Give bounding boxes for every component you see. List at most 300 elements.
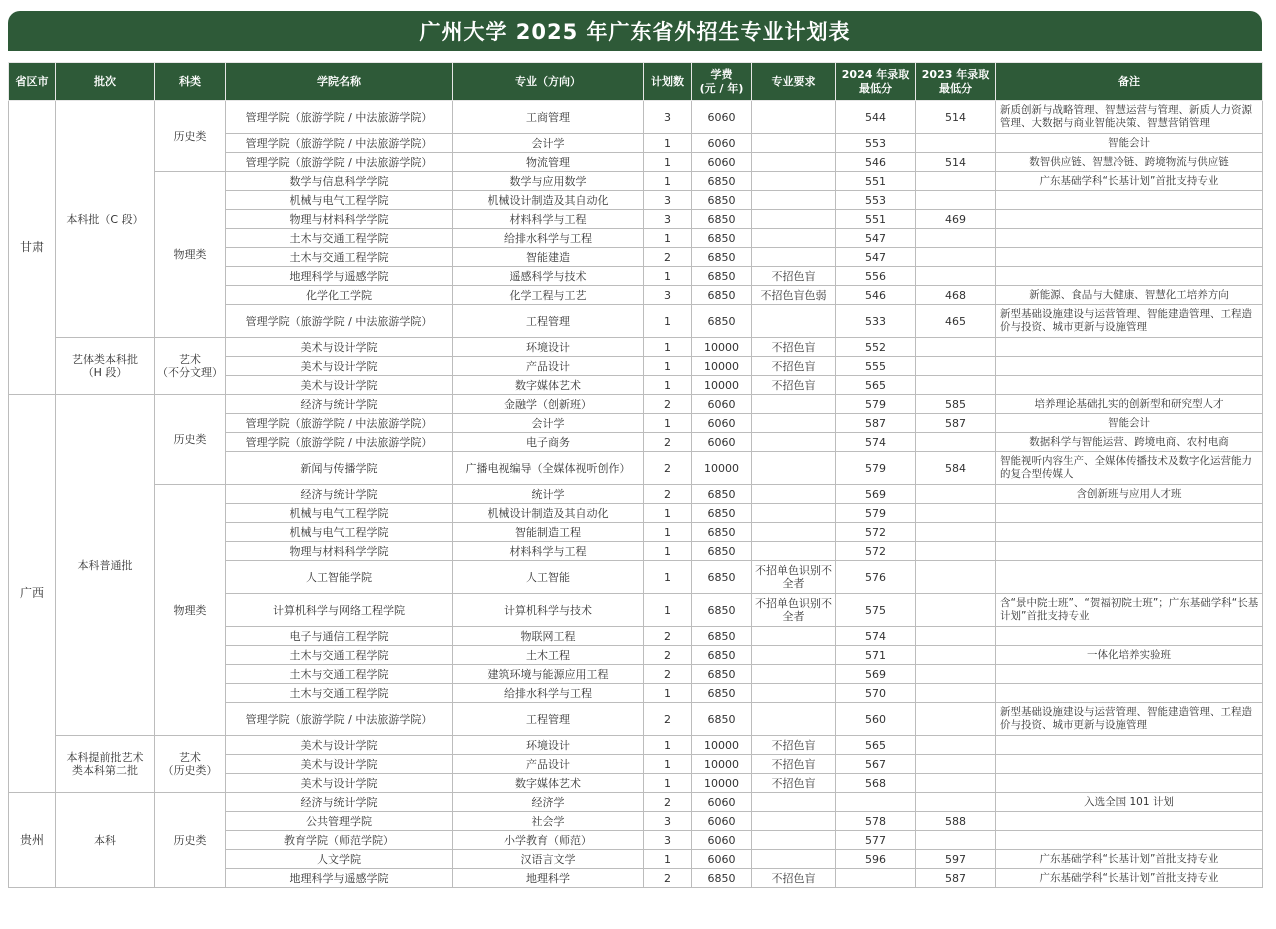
- plan-count-cell: 1: [644, 755, 692, 774]
- requirement-cell: 不招色盲: [752, 774, 836, 793]
- major-cell: 社会学: [453, 812, 644, 831]
- tuition-cell: 6850: [692, 561, 752, 594]
- remark-cell: [996, 755, 1263, 774]
- requirement-cell: [752, 850, 836, 869]
- table-row: [9, 338, 1263, 357]
- requirement-cell: [752, 101, 836, 134]
- major-cell: 智能建造: [453, 248, 644, 267]
- major-cell: 统计学: [453, 485, 644, 504]
- college-cell: 管理学院（旅游学院 / 中法旅游学院）: [226, 305, 453, 338]
- score-2024-cell: 567: [836, 755, 916, 774]
- province-cell: 甘肃: [9, 101, 56, 395]
- remark-cell: [996, 229, 1263, 248]
- requirement-cell: [752, 395, 836, 414]
- score-2024-cell: 570: [836, 684, 916, 703]
- score-2024-cell: 568: [836, 774, 916, 793]
- major-cell: 环境设计: [453, 338, 644, 357]
- score-2024-cell: 579: [836, 452, 916, 485]
- score-2023-cell: [916, 267, 996, 286]
- requirement-cell: [752, 229, 836, 248]
- requirement-cell: [752, 191, 836, 210]
- score-2024-cell: 556: [836, 267, 916, 286]
- remark-cell: [996, 812, 1263, 831]
- tuition-cell: 10000: [692, 376, 752, 395]
- major-cell: 遥感科学与技术: [453, 267, 644, 286]
- category-cell: 物理类: [155, 485, 226, 736]
- tuition-cell: 6850: [692, 869, 752, 888]
- score-2024-cell: 565: [836, 736, 916, 755]
- score-2024-cell: 569: [836, 485, 916, 504]
- category-cell: 物理类: [155, 172, 226, 338]
- requirement-cell: [752, 433, 836, 452]
- tuition-cell: 6850: [692, 504, 752, 523]
- score-2023-cell: [916, 703, 996, 736]
- batch-cell: 本科提前批艺术 类本科第二批: [56, 736, 155, 793]
- col-header-fee: 学费 (元 / 年): [692, 63, 752, 101]
- plan-count-cell: 2: [644, 627, 692, 646]
- requirement-cell: 不招色盲: [752, 755, 836, 774]
- plan-count-cell: 1: [644, 134, 692, 153]
- requirement-cell: [752, 504, 836, 523]
- tuition-cell: 6850: [692, 542, 752, 561]
- college-cell: 人工智能学院: [226, 561, 453, 594]
- tuition-cell: 6850: [692, 172, 752, 191]
- col-header-province: 省区市: [9, 63, 56, 101]
- score-2023-cell: [916, 831, 996, 850]
- table-row: [9, 736, 1263, 755]
- score-2024-cell: 572: [836, 523, 916, 542]
- requirement-cell: 不招色盲: [752, 869, 836, 888]
- score-2023-cell: [916, 523, 996, 542]
- score-2024-cell: 553: [836, 191, 916, 210]
- tuition-cell: 10000: [692, 774, 752, 793]
- score-2023-cell: 587: [916, 414, 996, 433]
- score-2023-cell: [916, 338, 996, 357]
- score-2023-cell: [916, 248, 996, 267]
- score-2023-cell: [916, 736, 996, 755]
- score-2023-cell: 514: [916, 101, 996, 134]
- score-2023-cell: [916, 542, 996, 561]
- category-cell: 艺术 （历史类）: [155, 736, 226, 793]
- tuition-cell: 6060: [692, 153, 752, 172]
- score-2024-cell: 574: [836, 627, 916, 646]
- plan-count-cell: 1: [644, 229, 692, 248]
- requirement-cell: [752, 703, 836, 736]
- major-cell: 给排水科学与工程: [453, 229, 644, 248]
- college-cell: 机械与电气工程学院: [226, 523, 453, 542]
- batch-cell: 本科: [56, 793, 155, 888]
- college-cell: 地理科学与遥感学院: [226, 869, 453, 888]
- requirement-cell: 不招色盲色弱: [752, 286, 836, 305]
- major-cell: 给排水科学与工程: [453, 684, 644, 703]
- tuition-cell: 6060: [692, 831, 752, 850]
- remark-cell: 入选全国 101 计划: [996, 793, 1263, 812]
- plan-count-cell: 1: [644, 414, 692, 433]
- requirement-cell: [752, 684, 836, 703]
- requirement-cell: [752, 134, 836, 153]
- score-2023-cell: [916, 684, 996, 703]
- college-cell: 美术与设计学院: [226, 376, 453, 395]
- major-cell: 工程管理: [453, 703, 644, 736]
- college-cell: 物理与材料科学学院: [226, 542, 453, 561]
- requirement-cell: [752, 452, 836, 485]
- requirement-cell: [752, 542, 836, 561]
- remark-cell: 新型基础设施建设与运营管理、智能建造管理、工程造价与投资、城市更新与设施管理: [996, 305, 1263, 338]
- score-2024-cell: 576: [836, 561, 916, 594]
- requirement-cell: [752, 831, 836, 850]
- table-header-row: [9, 63, 1263, 101]
- remark-cell: 智能会计: [996, 134, 1263, 153]
- requirement-cell: 不招色盲: [752, 267, 836, 286]
- score-2023-cell: 584: [916, 452, 996, 485]
- major-cell: 数学与应用数学: [453, 172, 644, 191]
- plan-count-cell: 3: [644, 210, 692, 229]
- college-cell: 管理学院（旅游学院 / 中法旅游学院）: [226, 414, 453, 433]
- category-cell: 艺术 （不分文理）: [155, 338, 226, 395]
- college-cell: 管理学院（旅游学院 / 中法旅游学院）: [226, 134, 453, 153]
- major-cell: 环境设计: [453, 736, 644, 755]
- college-cell: 美术与设计学院: [226, 774, 453, 793]
- remark-cell: [996, 357, 1263, 376]
- tuition-cell: 10000: [692, 755, 752, 774]
- major-cell: 工程管理: [453, 305, 644, 338]
- college-cell: 管理学院（旅游学院 / 中法旅游学院）: [226, 703, 453, 736]
- plan-count-cell: 1: [644, 267, 692, 286]
- score-2024-cell: [836, 869, 916, 888]
- tuition-cell: 6850: [692, 523, 752, 542]
- tuition-cell: 10000: [692, 357, 752, 376]
- tuition-cell: 10000: [692, 736, 752, 755]
- college-cell: 物理与材料科学学院: [226, 210, 453, 229]
- score-2024-cell: 533: [836, 305, 916, 338]
- major-cell: 广播电视编导（全媒体视听创作）: [453, 452, 644, 485]
- score-2024-cell: 578: [836, 812, 916, 831]
- major-cell: 工商管理: [453, 101, 644, 134]
- college-cell: 数学与信息科学学院: [226, 172, 453, 191]
- remark-cell: [996, 504, 1263, 523]
- major-cell: 会计学: [453, 134, 644, 153]
- major-cell: 机械设计制造及其自动化: [453, 504, 644, 523]
- remark-cell: 广东基础学科“长基计划”首批支持专业: [996, 869, 1263, 888]
- score-2024-cell: 544: [836, 101, 916, 134]
- plan-count-cell: 2: [644, 485, 692, 504]
- remark-cell: [996, 684, 1263, 703]
- major-cell: 材料科学与工程: [453, 542, 644, 561]
- score-2023-cell: 514: [916, 153, 996, 172]
- remark-cell: 广东基础学科“长基计划”首批支持专业: [996, 850, 1263, 869]
- score-2024-cell: 577: [836, 831, 916, 850]
- plan-count-cell: 3: [644, 101, 692, 134]
- score-2023-cell: [916, 755, 996, 774]
- score-2023-cell: 588: [916, 812, 996, 831]
- requirement-cell: [752, 627, 836, 646]
- major-cell: 土木工程: [453, 646, 644, 665]
- major-cell: 智能制造工程: [453, 523, 644, 542]
- enrollment-plan-table: [8, 62, 1263, 888]
- requirement-cell: 不招色盲: [752, 736, 836, 755]
- category-cell: 历史类: [155, 395, 226, 485]
- page-title: 广州大学 2025 年广东省外招生专业计划表: [8, 11, 1262, 51]
- major-cell: 数字媒体艺术: [453, 376, 644, 395]
- col-header-score-2024: 2024 年录取 最低分: [836, 63, 916, 101]
- plan-count-cell: 1: [644, 523, 692, 542]
- plan-count-cell: 2: [644, 452, 692, 485]
- requirement-cell: [752, 210, 836, 229]
- province-cell: 贵州: [9, 793, 56, 888]
- college-cell: 化学化工学院: [226, 286, 453, 305]
- plan-count-cell: 1: [644, 774, 692, 793]
- score-2023-cell: [916, 229, 996, 248]
- tuition-cell: 6850: [692, 646, 752, 665]
- requirement-cell: [752, 665, 836, 684]
- score-2023-cell: [916, 376, 996, 395]
- tuition-cell: 6060: [692, 134, 752, 153]
- major-cell: 金融学（创新班）: [453, 395, 644, 414]
- major-cell: 经济学: [453, 793, 644, 812]
- remark-cell: [996, 561, 1263, 594]
- remark-cell: [996, 736, 1263, 755]
- score-2023-cell: 585: [916, 395, 996, 414]
- major-cell: 材料科学与工程: [453, 210, 644, 229]
- col-header-requirement: 专业要求: [752, 63, 836, 101]
- tuition-cell: 6060: [692, 395, 752, 414]
- score-2024-cell: [836, 793, 916, 812]
- tuition-cell: 6850: [692, 286, 752, 305]
- college-cell: 机械与电气工程学院: [226, 504, 453, 523]
- college-cell: 土木与交通工程学院: [226, 684, 453, 703]
- score-2023-cell: 465: [916, 305, 996, 338]
- requirement-cell: 不招色盲: [752, 338, 836, 357]
- remark-cell: [996, 210, 1263, 229]
- plan-count-cell: 1: [644, 305, 692, 338]
- score-2024-cell: 574: [836, 433, 916, 452]
- plan-count-cell: 1: [644, 338, 692, 357]
- college-cell: 管理学院（旅游学院 / 中法旅游学院）: [226, 153, 453, 172]
- college-cell: 管理学院（旅游学院 / 中法旅游学院）: [226, 101, 453, 134]
- remark-cell: [996, 248, 1263, 267]
- tuition-cell: 6850: [692, 210, 752, 229]
- tuition-cell: 6060: [692, 850, 752, 869]
- tuition-cell: 6850: [692, 267, 752, 286]
- table-row: [9, 395, 1263, 414]
- score-2023-cell: 587: [916, 869, 996, 888]
- plan-count-cell: 2: [644, 433, 692, 452]
- tuition-cell: 6850: [692, 594, 752, 627]
- major-cell: 产品设计: [453, 755, 644, 774]
- table-row: [9, 101, 1263, 134]
- college-cell: 美术与设计学院: [226, 357, 453, 376]
- score-2024-cell: 569: [836, 665, 916, 684]
- tuition-cell: 10000: [692, 452, 752, 485]
- tuition-cell: 6060: [692, 414, 752, 433]
- col-header-category: 科类: [155, 63, 226, 101]
- remark-cell: 培养理论基础扎实的创新型和研究型人才: [996, 395, 1263, 414]
- plan-count-cell: 2: [644, 869, 692, 888]
- college-cell: 计算机科学与网络工程学院: [226, 594, 453, 627]
- batch-cell: 本科批（C 段）: [56, 101, 155, 338]
- remark-cell: [996, 627, 1263, 646]
- requirement-cell: [752, 305, 836, 338]
- plan-count-cell: 2: [644, 646, 692, 665]
- score-2023-cell: [916, 594, 996, 627]
- requirement-cell: 不招单色识别不全者: [752, 594, 836, 627]
- major-cell: 汉语言文学: [453, 850, 644, 869]
- remark-cell: [996, 774, 1263, 793]
- major-cell: 产品设计: [453, 357, 644, 376]
- batch-cell: 本科普通批: [56, 395, 155, 736]
- plan-count-cell: 2: [644, 248, 692, 267]
- col-header-college: 学院名称: [226, 63, 453, 101]
- score-2024-cell: 572: [836, 542, 916, 561]
- tuition-cell: 6060: [692, 793, 752, 812]
- major-cell: 计算机科学与技术: [453, 594, 644, 627]
- score-2023-cell: 468: [916, 286, 996, 305]
- plan-count-cell: 1: [644, 504, 692, 523]
- score-2024-cell: 579: [836, 395, 916, 414]
- score-2023-cell: [916, 191, 996, 210]
- score-2023-cell: 597: [916, 850, 996, 869]
- requirement-cell: [752, 153, 836, 172]
- remark-cell: 智能会计: [996, 414, 1263, 433]
- college-cell: 美术与设计学院: [226, 755, 453, 774]
- score-2023-cell: [916, 627, 996, 646]
- major-cell: 数字媒体艺术: [453, 774, 644, 793]
- college-cell: 美术与设计学院: [226, 338, 453, 357]
- tuition-cell: 10000: [692, 338, 752, 357]
- plan-count-cell: 1: [644, 542, 692, 561]
- requirement-cell: [752, 172, 836, 191]
- college-cell: 新闻与传播学院: [226, 452, 453, 485]
- tuition-cell: 6850: [692, 703, 752, 736]
- score-2024-cell: 575: [836, 594, 916, 627]
- college-cell: 土木与交通工程学院: [226, 646, 453, 665]
- requirement-cell: [752, 485, 836, 504]
- plan-count-cell: 1: [644, 850, 692, 869]
- remark-cell: [996, 523, 1263, 542]
- remark-cell: 含“景中院士班”、“贺福初院士班”；广东基础学科“长基计划”首批支持专业: [996, 594, 1263, 627]
- major-cell: 会计学: [453, 414, 644, 433]
- score-2023-cell: [916, 646, 996, 665]
- score-2023-cell: [916, 433, 996, 452]
- college-cell: 地理科学与遥感学院: [226, 267, 453, 286]
- tuition-cell: 6850: [692, 305, 752, 338]
- college-cell: 土木与交通工程学院: [226, 248, 453, 267]
- plan-count-cell: 2: [644, 793, 692, 812]
- table-row: [9, 793, 1263, 812]
- college-cell: 美术与设计学院: [226, 736, 453, 755]
- score-2024-cell: 551: [836, 172, 916, 191]
- plan-count-cell: 1: [644, 561, 692, 594]
- score-2023-cell: [916, 504, 996, 523]
- tuition-cell: 6850: [692, 665, 752, 684]
- col-header-batch: 批次: [56, 63, 155, 101]
- score-2023-cell: [916, 793, 996, 812]
- score-2024-cell: 579: [836, 504, 916, 523]
- tuition-cell: 6850: [692, 229, 752, 248]
- score-2023-cell: [916, 485, 996, 504]
- col-header-remark: 备注: [996, 63, 1263, 101]
- college-cell: 人文学院: [226, 850, 453, 869]
- requirement-cell: 不招单色识别不全者: [752, 561, 836, 594]
- remark-cell: 数智供应链、智慧冷链、跨境物流与供应链: [996, 153, 1263, 172]
- score-2024-cell: 546: [836, 153, 916, 172]
- remark-cell: 含创新班与应用人才班: [996, 485, 1263, 504]
- plan-count-cell: 1: [644, 376, 692, 395]
- score-2024-cell: 547: [836, 248, 916, 267]
- score-2023-cell: [916, 172, 996, 191]
- major-cell: 物联网工程: [453, 627, 644, 646]
- major-cell: 地理科学: [453, 869, 644, 888]
- requirement-cell: [752, 646, 836, 665]
- plan-count-cell: 3: [644, 286, 692, 305]
- score-2023-cell: [916, 665, 996, 684]
- tuition-cell: 6850: [692, 627, 752, 646]
- requirement-cell: [752, 414, 836, 433]
- plan-count-cell: 1: [644, 684, 692, 703]
- remark-cell: 智能视听内容生产、全媒体传播技术及数字化运营能力的复合型传媒人: [996, 452, 1263, 485]
- plan-count-cell: 3: [644, 812, 692, 831]
- college-cell: 土木与交通工程学院: [226, 665, 453, 684]
- remark-cell: 新能源、食品与大健康、智慧化工培养方向: [996, 286, 1263, 305]
- plan-count-cell: 1: [644, 736, 692, 755]
- remark-cell: 新型基础设施建设与运营管理、智能建造管理、工程造价与投资、城市更新与设施管理: [996, 703, 1263, 736]
- remark-cell: [996, 665, 1263, 684]
- major-cell: 电子商务: [453, 433, 644, 452]
- college-cell: 电子与通信工程学院: [226, 627, 453, 646]
- score-2024-cell: 552: [836, 338, 916, 357]
- remark-cell: [996, 542, 1263, 561]
- college-cell: 经济与统计学院: [226, 395, 453, 414]
- remark-cell: [996, 338, 1263, 357]
- major-cell: 机械设计制造及其自动化: [453, 191, 644, 210]
- college-cell: 教育学院（师范学院）: [226, 831, 453, 850]
- score-2024-cell: 565: [836, 376, 916, 395]
- col-header-plan: 计划数: [644, 63, 692, 101]
- requirement-cell: [752, 523, 836, 542]
- plan-count-cell: 2: [644, 703, 692, 736]
- major-cell: 化学工程与工艺: [453, 286, 644, 305]
- remark-cell: [996, 191, 1263, 210]
- plan-count-cell: 3: [644, 191, 692, 210]
- table-row: [9, 172, 1263, 191]
- college-cell: 土木与交通工程学院: [226, 229, 453, 248]
- requirement-cell: [752, 248, 836, 267]
- plan-count-cell: 2: [644, 665, 692, 684]
- batch-cell: 艺体类本科批 （H 段）: [56, 338, 155, 395]
- col-header-score-2023: 2023 年录取 最低分: [916, 63, 996, 101]
- score-2023-cell: [916, 134, 996, 153]
- tuition-cell: 6060: [692, 433, 752, 452]
- score-2024-cell: 546: [836, 286, 916, 305]
- remark-cell: [996, 376, 1263, 395]
- college-cell: 管理学院（旅游学院 / 中法旅游学院）: [226, 433, 453, 452]
- plan-count-cell: 1: [644, 153, 692, 172]
- score-2023-cell: 469: [916, 210, 996, 229]
- college-cell: 公共管理学院: [226, 812, 453, 831]
- score-2024-cell: 553: [836, 134, 916, 153]
- tuition-cell: 6850: [692, 191, 752, 210]
- plan-count-cell: 3: [644, 831, 692, 850]
- major-cell: 人工智能: [453, 561, 644, 594]
- remark-cell: 广东基础学科“长基计划”首批支持专业: [996, 172, 1263, 191]
- remark-cell: [996, 267, 1263, 286]
- score-2023-cell: [916, 774, 996, 793]
- requirement-cell: 不招色盲: [752, 376, 836, 395]
- remark-cell: 新质创新与战略管理、智慧运营与管理、新质人力资源管理、大数据与商业智能决策、智慧营销管理: [996, 101, 1263, 134]
- score-2024-cell: 596: [836, 850, 916, 869]
- plan-count-cell: 1: [644, 172, 692, 191]
- score-2024-cell: 551: [836, 210, 916, 229]
